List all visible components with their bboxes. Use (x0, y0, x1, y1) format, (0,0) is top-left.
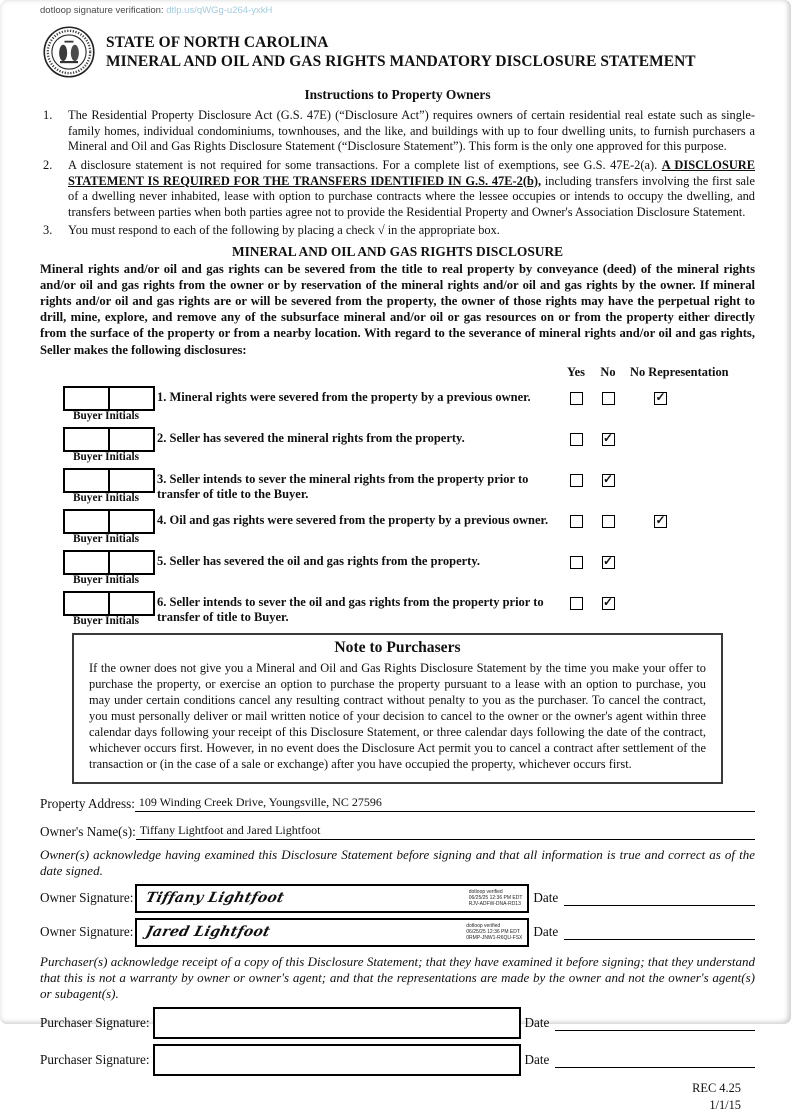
buyer-initials-label: Buyer Initials (72, 573, 140, 586)
disclosure-row-text: 3. Seller intends to sever the mineral rights from the property prior to transfer of title to the Buyer. (157, 471, 529, 502)
yes-checkbox[interactable] (570, 597, 583, 610)
disclosure-row (40, 507, 755, 545)
no-checkbox[interactable] (602, 597, 615, 610)
disclosure-intro: Mineral rights and/or oil and gas rights can be severed from the title to real property by conveyance (deed) of the mineral rights and/or oil and gas rights from the owner or by reservation of the mineral rights and/or oil and gas rights by the owner. If mineral rights and/or oil and gas rights are or will be severed from the property, the owner of those rights may have the perpetual right to drill, mine, explore, and remove any of the subsurface mineral and/or oil or gas resources on or from the property either directly from the surface of the property or from a nearby location. With regard to the severance of mineral rights and/or oil and gas rights, Seller makes the following disclosures: (40, 262, 755, 357)
buyer-initials-block (40, 589, 155, 627)
instruction-text-2 (68, 158, 755, 221)
buyer-initials-block (40, 425, 155, 463)
property-address-row (40, 795, 755, 812)
checkbox-cell (624, 548, 755, 586)
verification-link[interactable]: dtlp.us/qWGg-u264-yxkH (166, 5, 273, 16)
buyer-initials-label: Buyer Initials (72, 409, 140, 422)
buyer-initials-box[interactable] (108, 550, 155, 575)
owner-names-row (40, 823, 755, 840)
instruction-2-post: including transfers involving the first sale of a dwelling never inhabited, lease with option to purchase contracts where the lessee occupies or intends to occupy the dwelling, and transfers between parties when both parties agree not to provide the Residential Property and Owner's Association Disclosure Statement. (68, 173, 755, 219)
buyer-initials-box[interactable] (63, 591, 110, 616)
yes-checkbox[interactable] (570, 392, 583, 405)
buyer-initials-block (40, 384, 155, 422)
buyer-initials-box[interactable] (63, 509, 110, 534)
checkbox-cell (592, 384, 624, 422)
checkbox-cell (624, 384, 755, 422)
disclosure-row (40, 589, 755, 627)
item-number: 3. (43, 223, 53, 238)
disclosure-row-text: 2. Seller has severed the mineral rights from the property. (157, 430, 465, 445)
owner-signature-row-1 (40, 884, 755, 913)
disclosure-column-headers (40, 365, 755, 380)
purchaser-signature-row-2 (40, 1044, 755, 1076)
property-address-field[interactable]: 109 Winding Creek Drive, Youngsville, NC 27596 (135, 795, 755, 812)
verification-label: dotloop signature verification: (40, 5, 164, 16)
buyer-initials-box[interactable] (108, 386, 155, 411)
owner-signature-row-2 (40, 918, 755, 947)
dotloop-stamp-1 (467, 888, 525, 908)
buyer-initials-label: Buyer Initials (72, 450, 140, 463)
date-label: Date (533, 924, 559, 940)
yes-checkbox[interactable] (570, 515, 583, 528)
column-header-no-representation: No Representation (630, 364, 729, 379)
instruction-text-1: The Residential Property Disclosure Act (G.S. 47E) (“Disclosure Act”) requires owners of certain residential real estate such as single-family homes, individual condominiums, townhouses, and the like, and buildings with up to four dwelling units, to furnish purchasers a Mineral and Oil and Gas Rights Disclosure Statement (“Disclosure Statement”). This form is the only one approved for this purpose. (68, 108, 755, 154)
buyer-initials-block (40, 466, 155, 504)
no-checkbox[interactable] (602, 392, 615, 405)
buyer-initials-boxes (63, 386, 155, 411)
disclosure-row (40, 466, 755, 504)
instruction-item-2 (40, 158, 755, 221)
owner-signature-label: Owner Signature: (40, 924, 134, 940)
disclosure-section-title: MINERAL AND OIL AND GAS RIGHTS DISCLOSURE (231, 244, 564, 259)
owner-signature-2: Jared Lightfoot (144, 924, 273, 941)
buyer-initials-box[interactable] (108, 468, 155, 493)
checkbox-cell (592, 466, 624, 504)
stamp-token: RJV-ADFW-DNA-RD13 (468, 901, 521, 908)
no-checkbox[interactable] (602, 433, 615, 446)
verification-line (40, 3, 755, 16)
instructions-title: Instructions to Property Owners (304, 87, 491, 102)
owner-acknowledgment: Owner(s) acknowledge having examined this Disclosure Statement before signing and that all information is true and correct as of the date signed. (40, 846, 755, 878)
stamp-verified-text: dotloop verified (466, 923, 501, 930)
instruction-text-3: You must respond to each of the following by placing a check √ in the appropriate box. (68, 223, 500, 238)
disclosure-row-text: 1. Mineral rights were severed from the property by a previous owner. (157, 389, 531, 404)
nc-real-estate-commission-seal-icon (42, 25, 96, 79)
note-to-purchasers-box (72, 633, 723, 784)
purchaser-date-field-1[interactable] (555, 1016, 755, 1031)
instruction-2-underlined: A DISCLOSURE STATEMENT IS REQUIRED FOR THE TRANSFERS IDENTIFIED IN G.S. 47E-2(b), (68, 157, 755, 188)
form-header (42, 25, 755, 79)
buyer-initials-box[interactable] (63, 386, 110, 411)
buyer-initials-block (40, 548, 155, 586)
owner-signature-field-2[interactable] (135, 918, 529, 947)
no-representation-checkbox[interactable] (654, 392, 667, 405)
purchaser-signature-row-1 (40, 1007, 755, 1039)
buyer-initials-box[interactable] (63, 550, 110, 575)
buyer-initials-label: Buyer Initials (72, 614, 140, 627)
no-checkbox[interactable] (602, 515, 615, 528)
owner-signature-1: Tiffany Lightfoot (144, 890, 287, 907)
form-revision-date: 1/1/15 (709, 1097, 741, 1112)
instruction-item-1 (40, 108, 755, 155)
yes-checkbox[interactable] (570, 433, 583, 446)
buyer-initials-boxes (63, 591, 155, 616)
form-title (106, 33, 696, 72)
buyer-initials-block (40, 507, 155, 545)
disclosure-row-text: 6. Seller intends to sever the oil and gas rights from the property prior to transfer of title to Buyer. (157, 594, 544, 625)
stamp-timestamp: 06/25/25 12:36 PM EDT (468, 895, 523, 902)
column-header-no: No (600, 364, 616, 379)
buyer-initials-boxes (63, 550, 155, 575)
stamp-timestamp: 06/25/25 12:36 PM EDT (466, 929, 520, 936)
owner-date-field-1[interactable] (564, 891, 755, 906)
disclosure-row-text: 4. Oil and gas rights were severed from the property by a previous owner. (157, 512, 549, 527)
stamp-token: 0RMP-JNW1-R6QU-FSX (466, 935, 523, 942)
owner-names-field[interactable]: Tiffany Lightfoot and Jared Lightfoot (136, 823, 755, 840)
checkbox-cell (624, 425, 755, 463)
buyer-initials-box[interactable] (63, 427, 110, 452)
disclosure-table (40, 365, 755, 627)
disclosure-row (40, 384, 755, 422)
owner-date-field-2[interactable] (564, 925, 755, 940)
no-checkbox[interactable] (602, 556, 615, 569)
buyer-initials-boxes (63, 468, 155, 493)
checkbox-cell (560, 466, 592, 504)
purchaser-date-field-2[interactable] (555, 1053, 755, 1068)
buyer-initials-label: Buyer Initials (72, 532, 140, 545)
property-address-label: Property Address: (40, 795, 135, 811)
item-number: 2. (43, 157, 53, 172)
note-body: If the owner does not give you a Mineral and Oil and Gas Rights Disclosure Statement by the time you make your offer to purchase the property, or exercise an option to purchase the property pursuant to a lease with an option to purchase, you may under certain conditions cancel any resulting contract without penalty to you as the purchaser. To cancel the contract, you must personally deliver or mail written notice of your decision to cancel to the owner or the owner's agent within three calendar days following your receipt of this Disclosure Statement, or three calendar days following the date of the contract, whichever occurs first. However, in no event does the Disclosure Act permit you to cancel a contract after settlement of the transaction or (in the case of a sale or exchange) after you have occupied the property, whichever occurs first. (89, 660, 706, 772)
purchaser-signature-field-2[interactable] (153, 1044, 521, 1076)
checkbox-cell (560, 548, 592, 586)
checkbox-cell (624, 507, 755, 545)
no-representation-checkbox[interactable] (654, 515, 667, 528)
buyer-initials-boxes (63, 509, 155, 534)
checkbox-cell (560, 384, 592, 422)
buyer-initials-box[interactable] (108, 427, 155, 452)
yes-checkbox[interactable] (570, 556, 583, 569)
yes-checkbox[interactable] (570, 474, 583, 487)
form-footer (40, 1080, 755, 1113)
owner-signature-label: Owner Signature: (40, 890, 134, 906)
checkbox-cell (624, 466, 755, 504)
checkbox-cell (560, 425, 592, 463)
checkbox-cell (560, 507, 592, 545)
buyer-initials-label: Buyer Initials (72, 491, 140, 504)
purchaser-acknowledgment: Purchaser(s) acknowledge receipt of a copy of this Disclosure Statement; that they have examined it before signing; that they understand that this is not a warranty by owner or owner's agent; and that the representations are made by the owner and not the owner's agent(s) or subagent(s). (40, 953, 755, 1001)
form-code: REC 4.25 (692, 1081, 741, 1096)
date-label: Date (524, 1052, 550, 1068)
date-label: Date (524, 1015, 550, 1031)
disclosure-row (40, 548, 755, 586)
buyer-initials-box[interactable] (63, 468, 110, 493)
checkbox-cell (592, 548, 624, 586)
stamp-verified-text: dotloop verified (468, 889, 503, 896)
column-header-yes: Yes (567, 364, 585, 379)
checkbox-cell (592, 589, 624, 627)
form-title-line1: STATE OF NORTH CAROLINA (106, 33, 329, 51)
buyer-initials-box[interactable] (108, 509, 155, 534)
checkbox-cell (560, 589, 592, 627)
dotloop-stamp-2 (464, 922, 524, 942)
purchaser-signature-field-1[interactable] (153, 1007, 521, 1039)
no-checkbox[interactable] (602, 474, 615, 487)
instruction-2-pre: A disclosure statement is not required for some transactions. For a complete list of exemptions, see G.S. 47E-2(a). (68, 157, 662, 172)
disclosure-row (40, 425, 755, 463)
date-label: Date (533, 890, 559, 906)
instruction-item-3 (40, 223, 755, 239)
purchaser-signature-label: Purchaser Signature: (40, 1052, 150, 1068)
note-title: Note to Purchasers (334, 638, 461, 656)
checkbox-cell (592, 507, 624, 545)
checkbox-cell (624, 589, 755, 627)
disclosure-row-text: 5. Seller has severed the oil and gas rights from the property. (157, 553, 481, 568)
form-title-line2: MINERAL AND OIL AND GAS RIGHTS MANDATORY DISCLOSURE STATEMENT (106, 53, 696, 70)
buyer-initials-box[interactable] (108, 591, 155, 616)
checkbox-cell (592, 425, 624, 463)
owner-signature-field-1[interactable] (135, 884, 529, 913)
purchaser-signature-label: Purchaser Signature: (40, 1015, 150, 1031)
buyer-initials-boxes (63, 427, 155, 452)
disclosure-rows (40, 384, 755, 627)
owner-names-label: Owner's Name(s): (40, 823, 136, 839)
item-number: 1. (43, 108, 53, 122)
